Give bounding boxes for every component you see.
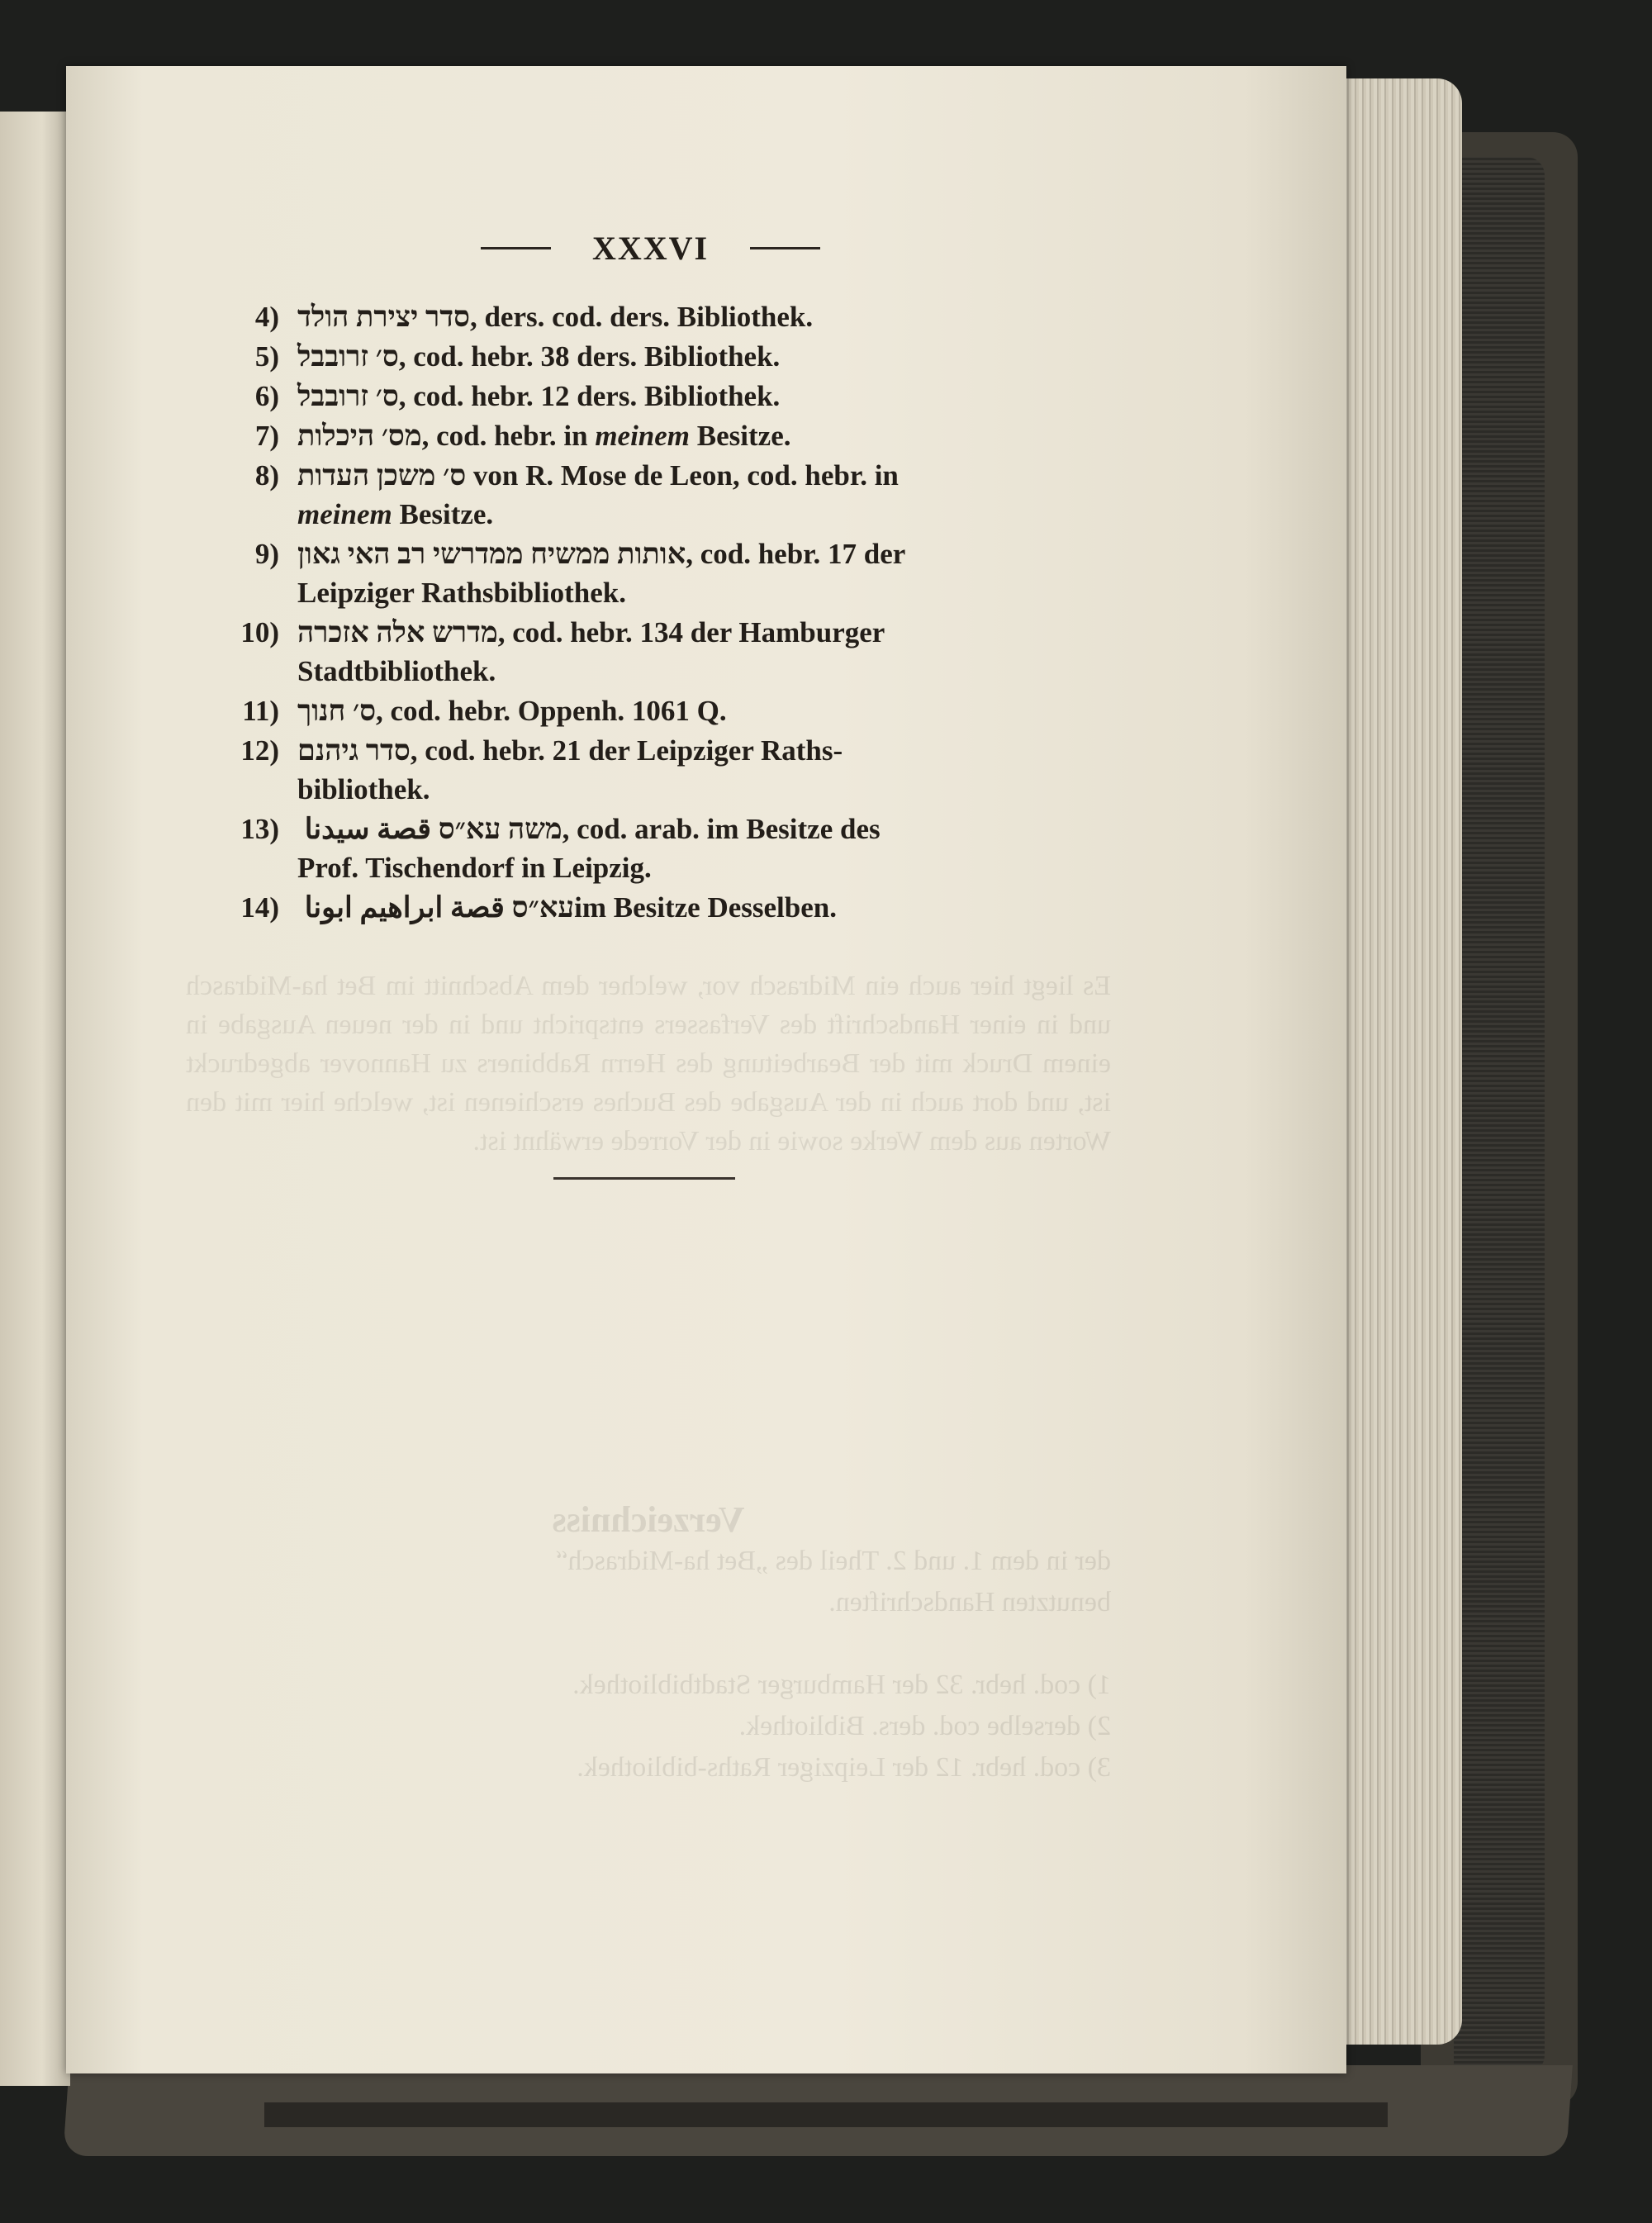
entry-text bbox=[297, 297, 1111, 336]
hebrew-title: משה עא״ס قصة سيدنا bbox=[297, 813, 563, 845]
list-item bbox=[223, 297, 1111, 336]
list-item bbox=[223, 888, 1111, 927]
entry-text bbox=[297, 810, 1111, 887]
list-item bbox=[223, 337, 1111, 376]
entry-text bbox=[297, 613, 1111, 691]
section-rule bbox=[553, 1177, 735, 1180]
entry-line: מס׳ היכלות, cod. hebr. in meinem Besitze. bbox=[297, 420, 791, 452]
entry-number: 4) bbox=[254, 301, 279, 333]
entry-text bbox=[297, 731, 1111, 809]
italic-word: meinem bbox=[595, 420, 691, 452]
entry-text bbox=[297, 456, 1111, 534]
entry-line: Leipziger Rathsbibliothek. bbox=[297, 577, 627, 609]
arabic-title: قصة سيدنا bbox=[297, 813, 432, 845]
entry-line: ס׳ חנוך, cod. hebr. Oppenh. 1061 Q. bbox=[297, 695, 727, 727]
entry-line: ס׳ זרובבל, cod. hebr. 12 ders. Bibliothek. bbox=[297, 380, 781, 412]
header-dash-right bbox=[750, 247, 820, 249]
entry-line: bibliothek. bbox=[297, 773, 430, 805]
entry-text bbox=[297, 416, 1111, 455]
entry-text bbox=[297, 534, 1111, 612]
hebrew-title: ס׳ חנוך bbox=[297, 695, 376, 727]
entry-line: ס׳ זרובבל, cod. hebr. 38 ders. Bibliothek. bbox=[297, 340, 781, 373]
entry-line: משה עא״ס قصة سيدنا , cod. arab. im Besitze des bbox=[297, 813, 881, 845]
hebrew-title: ס׳ משכן העדות bbox=[297, 459, 467, 492]
hebrew-title: מס׳ היכלות bbox=[297, 420, 422, 452]
entry-number: 10) bbox=[240, 616, 279, 648]
entry-number: 6) bbox=[254, 380, 279, 412]
entry-number: 11) bbox=[242, 695, 279, 727]
entry-text bbox=[297, 888, 1111, 927]
list-item bbox=[223, 691, 1111, 730]
entry-line: עא״ס قصة ابراهيم ابونا im Besitze Desselben. bbox=[297, 891, 837, 924]
entry-line: סדר גיהנם, cod. hebr. 21 der Leipziger Raths- bbox=[297, 734, 843, 767]
book-spine bbox=[1454, 157, 1545, 2073]
header-dash-left bbox=[481, 247, 551, 249]
list-item bbox=[223, 416, 1111, 455]
list-item bbox=[223, 456, 1111, 534]
entry-number: 8) bbox=[254, 459, 279, 492]
entry-line: מדרש אלה אזכרה, cod. hebr. 134 der Hamburger bbox=[297, 616, 885, 648]
entry-number: 5) bbox=[254, 340, 279, 373]
entry-number: 13) bbox=[240, 813, 279, 845]
entry-number: 12) bbox=[240, 734, 279, 767]
page-number: XXXVI bbox=[591, 229, 710, 267]
page-header bbox=[475, 227, 826, 268]
bleed-through-text: Es liegt hier auch ein Midrasch vor, welcher dem Abschnitt im Bet ha-Midrasch und in einer Handschrift des Verfassers entspricht und in der neuen Ausgabe in einem Druck mit der Bearbeitung des Herrn Rabbiners zu Hannover abgedruckt ist, und dort auch in der Ausgabe des Buches erschienen ist, welche hier mit den Worten aus dem Werke sowie in der Vorrede erwähnt ist. bbox=[186, 971, 1111, 1157]
entry-text bbox=[297, 691, 1111, 730]
entry-line: meinem Besitze. bbox=[297, 498, 494, 530]
list-item bbox=[223, 613, 1111, 691]
list-item bbox=[223, 731, 1111, 809]
list-item bbox=[223, 810, 1111, 887]
entry-line: Prof. Tischendorf in Leipzig. bbox=[297, 852, 652, 884]
entry-line: ס׳ משכן העדות von R. Mose de Leon, cod. hebr. in bbox=[297, 459, 899, 492]
entry-line: אותות ממשיח ממדרשי רב האי גאון, cod. hebr. 17 der bbox=[297, 538, 906, 570]
hebrew-title: עא״ס قصة ابراهيم ابونا bbox=[297, 891, 575, 924]
list-item bbox=[223, 377, 1111, 416]
hebrew-title: ס׳ זרובבל bbox=[297, 380, 399, 412]
hebrew-title: אותות ממשיח ממדרשי רב האי גאון bbox=[297, 538, 686, 570]
left-page-edge bbox=[0, 112, 70, 2086]
hebrew-title: ס׳ זרובבל bbox=[297, 340, 399, 373]
hebrew-title: סדר גיהנם bbox=[297, 734, 411, 767]
entry-text bbox=[297, 377, 1111, 416]
hebrew-title: מדרש אלה אזכרה bbox=[297, 616, 498, 648]
entry-line: Stadtbibliothek. bbox=[297, 655, 496, 687]
list-item bbox=[223, 534, 1111, 612]
entry-number: 14) bbox=[240, 891, 279, 924]
entry-line: סדר יצירת הולד, ders. cod. ders. Bibliothek. bbox=[297, 301, 814, 333]
hebrew-title: סדר יצירת הולד bbox=[297, 301, 470, 333]
manuscript-list bbox=[223, 297, 1111, 928]
entry-number: 9) bbox=[254, 538, 279, 570]
book-cover-edge bbox=[264, 2102, 1388, 2127]
entry-text bbox=[297, 337, 1111, 376]
entry-number: 7) bbox=[254, 420, 279, 452]
arabic-title: قصة ابراهيم ابونا bbox=[297, 891, 505, 924]
bleed-through-text-2: Verzeichniss der in dem 1. und 2. Theil des „Bet ha-Midrasch“ benutzten Handschriften. 1) cod. hebr. 32 der Hamburger Stadtbibliothek. 2) derselbe cod. ders. Bibliothek. 3) cod. hebr. 12 der Leipziger Raths-bibliothek. bbox=[552, 1499, 1111, 1783]
italic-word: meinem bbox=[297, 498, 392, 530]
